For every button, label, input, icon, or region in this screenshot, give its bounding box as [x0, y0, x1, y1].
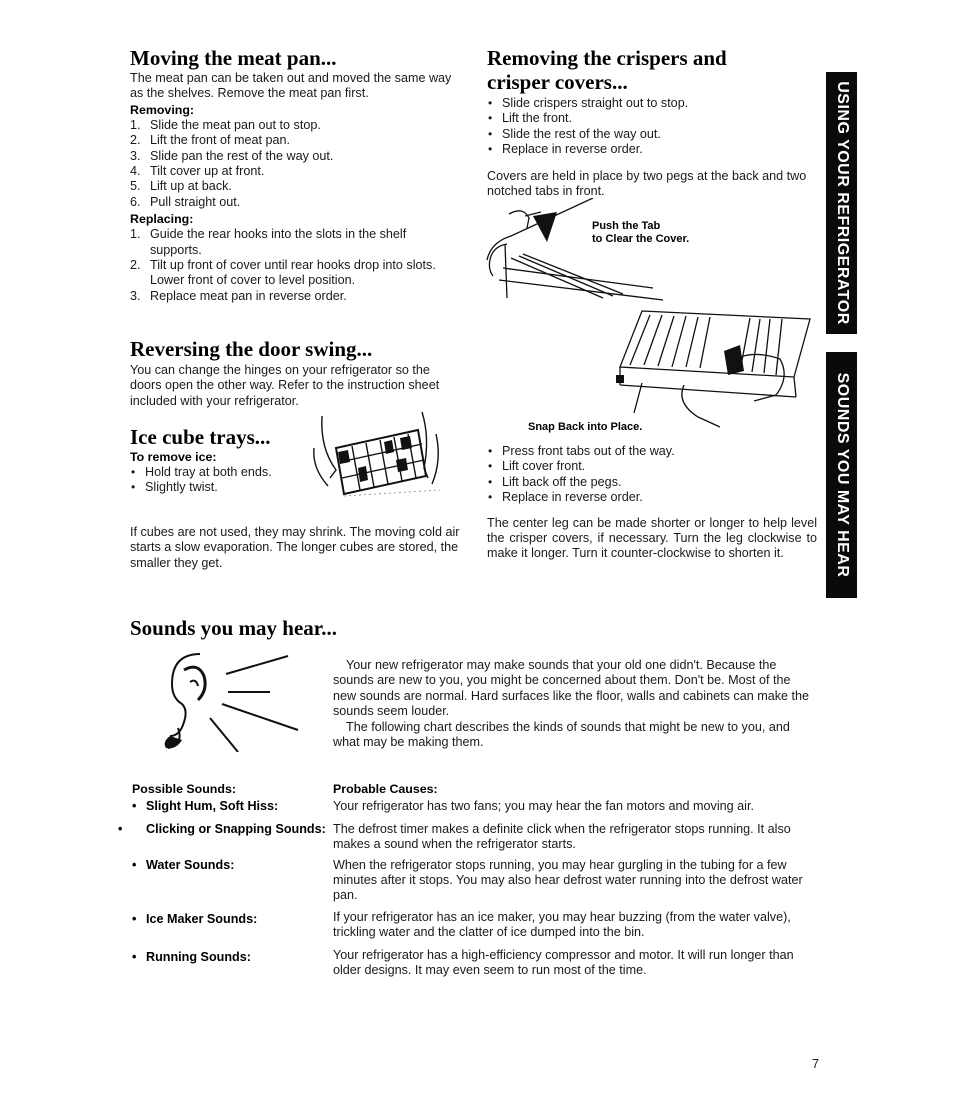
removing-step: 2. Lift the front of meat pan.: [130, 133, 291, 148]
sound-row-label: • Running Sounds:: [132, 950, 251, 964]
ear-icon: [158, 648, 308, 752]
sounds-intro-p2: The following chart describes the kinds of sounds that might be new to you, and what may be making them.: [333, 719, 790, 750]
ice-cube-title: Ice cube trays...: [130, 425, 271, 449]
sounds-title: Sounds you may hear...: [130, 616, 337, 640]
replacing-step: 3. Replace meat pan in reverse order.: [130, 288, 347, 303]
crispers-bullet: • Lift the front.: [487, 111, 817, 126]
sounds-intro: [333, 658, 816, 750]
sound-row-label: • Ice Maker Sounds:: [132, 912, 258, 926]
page-number: 7: [812, 1057, 820, 1071]
side-tab-sounds[interactable]: SOUNDS YOU MAY HEAR: [826, 352, 857, 598]
crispers-section: [487, 46, 817, 199]
removing-step: 3. Slide pan the rest of the way out.: [130, 148, 334, 163]
remove-ice-heading: To remove ice:: [130, 450, 217, 464]
sound-row-cause: Your refrigerator has a high-efficiency compressor and motor. It will run longer than older designs. It may even seem to run most of the time.: [333, 948, 794, 977]
cover-bullet: • Press front tabs out of the way.: [487, 444, 817, 459]
sound-row-label: • Clicking or Snapping Sounds:: [118, 822, 326, 836]
replacing-step: 2. Tilt up front of cover until rear hooks drop into slots. Lower front of cover to level position.: [130, 258, 436, 288]
sound-row-cause: The defrost timer makes a definite click when the refrigerator stops running. It also makes a sound when the refrigerator starts.: [333, 822, 791, 851]
crispers-bullet: • Slide the rest of the way out.: [487, 127, 817, 142]
cover-bullet: • Lift cover front.: [487, 459, 817, 474]
snap-back-illustration: [590, 305, 820, 435]
door-swing-text: You can change the hinges on your refrigerator so the doors open the other way. Refer to the instruction sheet included with your refrigerator.: [130, 363, 440, 408]
possible-sounds-heading: Possible Sounds:: [132, 782, 236, 796]
cover-bullets: [487, 444, 817, 506]
ice-bullet: • Hold tray at both ends.: [130, 465, 300, 480]
ice-tray-illustration: [300, 408, 460, 508]
crispers-bullet: • Replace in reverse order.: [487, 142, 817, 157]
crispers-title-line2: crisper covers...: [487, 70, 628, 94]
meat-pan-title: Moving the meat pan...: [130, 46, 337, 70]
removing-heading: Removing:: [130, 102, 195, 117]
meat-pan-section: [130, 46, 460, 304]
side-tab-using[interactable]: USING YOUR REFRIGERATOR: [826, 72, 857, 334]
replacing-heading: Replacing:: [130, 212, 194, 227]
door-swing-title: Reversing the door swing...: [130, 337, 373, 361]
replacing-steps: [130, 227, 460, 304]
removing-step: 4. Tilt cover up at front.: [130, 164, 265, 179]
removing-step: 6. Pull straight out.: [130, 194, 241, 209]
ice-bullets: [130, 465, 300, 496]
cover-bullet: • Replace in reverse order.: [487, 490, 817, 505]
ice-bullet: • Slightly twist.: [130, 480, 300, 495]
covers-text: Covers are held in place by two pegs at the back and two notched tabs in front.: [487, 168, 807, 199]
push-tab-caption: Push the Tab to Clear the Cover.: [592, 220, 690, 245]
meat-pan-intro: The meat pan can be taken out and moved the same way as the shelves. Remove the meat pan first.: [130, 71, 452, 101]
sound-row-label: • Slight Hum, Soft Hiss:: [132, 799, 279, 813]
snap-back-caption: Snap Back into Place.: [528, 421, 643, 433]
ice-cube-text: If cubes are not used, they may shrink. The moving cold air starts a slow evaporation. The longer cubes are stored, the smaller they get.: [130, 525, 460, 570]
sounds-intro-p1: Your new refrigerator may make sounds that your old one didn't. Because the sounds are new to you, you might be concerned about them. Don't be. Most of the new sounds are normal. Hard surfaces like the floor, walls and cabinets can make the sounds seem louder.: [333, 658, 810, 719]
probable-causes-heading: Probable Causes:: [333, 782, 438, 796]
removing-steps: [130, 118, 460, 210]
sound-row-label: • Water Sounds:: [132, 858, 235, 872]
push-tab-illustration: [483, 198, 683, 308]
sound-row-cause: If your refrigerator has an ice maker, you may hear buzzing (from the water valve), trickling water and the clatter of ice dumped into the bin.: [333, 910, 791, 939]
replacing-step: 1. Guide the rear hooks into the slots in the shelf supports.: [130, 227, 407, 257]
sound-row-cause: When the refrigerator stops running, you may hear gurgling in the tubing for a few minutes after it stops. You may also hear defrost water running into the defrost water pan.: [333, 858, 803, 902]
removing-step: 1. Slide the meat pan out to stop.: [130, 117, 321, 132]
sound-row-cause: Your refrigerator has two fans; you may hear the fan motors and moving air.: [333, 799, 754, 813]
crispers-bullets: [487, 96, 817, 158]
crispers-lower: [487, 444, 817, 562]
crispers-title-line1: Removing the crispers and: [487, 46, 727, 70]
crispers-bullet: • Slide crispers straight out to stop.: [487, 96, 817, 111]
cover-bullet: • Lift back off the pegs.: [487, 475, 817, 490]
removing-step: 5. Lift up at back.: [130, 179, 232, 194]
door-swing-section: [130, 337, 460, 409]
center-leg-text: The center leg can be made shorter or longer to help level the crisper covers, if necessary. Turn the leg clockwise to make it longer. Turn it counter-clockwise to shorten it.: [487, 515, 817, 561]
